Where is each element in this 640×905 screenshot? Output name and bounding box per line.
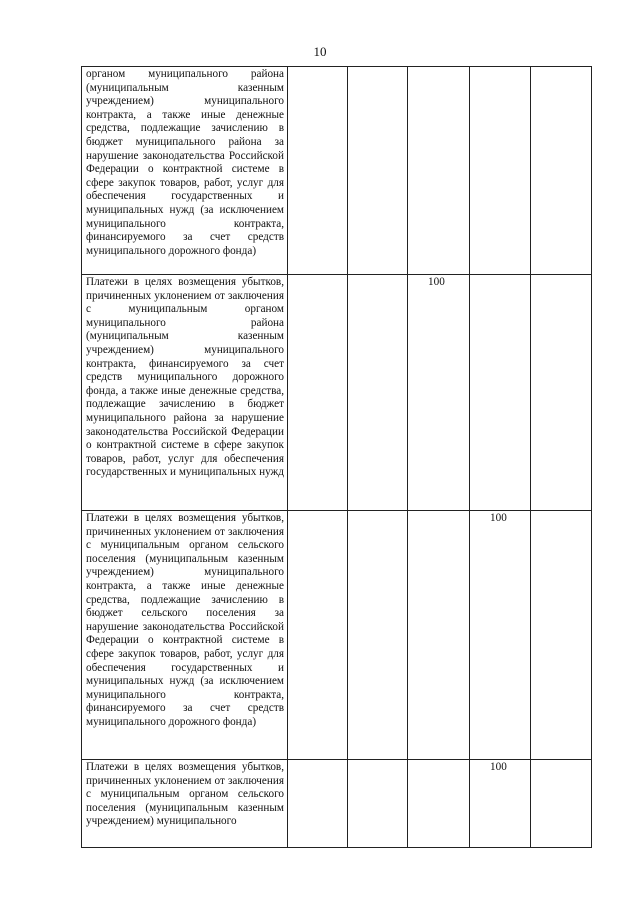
cell-value (348, 760, 407, 761)
value-cell (531, 275, 592, 511)
value-cell (470, 67, 531, 275)
value-cell (288, 275, 348, 511)
value-cell (408, 511, 470, 760)
cell-value (470, 67, 530, 68)
table-row (82, 67, 592, 275)
cell-value (348, 67, 407, 68)
value-cell (348, 760, 408, 848)
cell-value (288, 760, 347, 761)
cell-value: 100 (490, 761, 507, 773)
cell-value (531, 760, 591, 761)
cell-value: 100 (490, 512, 507, 524)
description-cell (82, 67, 288, 275)
cell-value (288, 67, 347, 68)
value-cell (288, 760, 348, 848)
cell-value: 100 (428, 276, 445, 288)
cell-value (408, 760, 469, 761)
table-row (82, 511, 592, 760)
page-number: 10 (313, 44, 327, 59)
value-cell (408, 67, 470, 275)
cell-value (531, 67, 591, 68)
cell-value (408, 67, 469, 68)
revenue-table (81, 66, 592, 848)
row-description: Платежи в целях возмещения убытков, причиненных уклонением от заключения с муниципальным органом сельского поселения (муниципальным казенным учреждением) муниципального (86, 761, 284, 828)
cell-value (348, 511, 407, 512)
value-cell (408, 275, 470, 511)
value-cell (348, 67, 408, 275)
description-cell (82, 760, 288, 848)
value-cell (531, 67, 592, 275)
value-cell (470, 760, 531, 848)
value-cell (288, 511, 348, 760)
description-cell (82, 511, 288, 760)
table-row (82, 760, 592, 848)
cell-value (470, 275, 530, 276)
value-cell (288, 67, 348, 275)
row-description: Платежи в целях возмещения убытков, причиненных уклонением от заключения с муниципальным органом сельского поселения (муниципальным казенным учреждением) муниципального контракта, а также иные денежные средства, подлежащие зачислению в бюджет сельского поселения за нарушение законодательства Российской Федерации о контрактной системе в сфере закупок товаров, работ, услуг для обеспечения государственных и муниципальных нужд (за исключением муниципального контракта, финансируемого за счет средств муниципального дорожного фонда) (86, 512, 284, 728)
cell-value (288, 511, 347, 512)
cell-value (531, 511, 591, 512)
cell-value (531, 275, 591, 276)
value-cell (408, 760, 470, 848)
value-cell (348, 275, 408, 511)
row-description: Платежи в целях возмещения убытков, причиненных уклонением от заключения с муниципальным органом муниципального района (муниципальным казенным учреждением) муниципального контракта, финансируемого за счет средств муниципального дорожного фонда, а также иные денежные средства, подлежащие зачислению в бюджет муниципального района за нарушение законодательства Российской Федерации о контрактной системе в сфере закупок товаров, работ, услуг для обеспечения государственных и муниципальных нужд (86, 276, 284, 479)
row-description: органом муниципального района (муниципальным казенным учреждением) муниципального контракта, а также иные денежные средства, подлежащие зачислению в бюджет муниципального района за нарушение законодательства Российской Федерации о контрактной системе в сфере закупок товаров, работ, услуг для обеспечения государственных и муниципальных нужд (за исключением муниципального контракта, финансируемого за счет средств муниципального дорожного фонда) (86, 68, 284, 257)
table-row (82, 275, 592, 511)
value-cell (531, 511, 592, 760)
value-cell (531, 760, 592, 848)
cell-value (348, 275, 407, 276)
cell-value (288, 275, 347, 276)
value-cell (470, 511, 531, 760)
description-cell (82, 275, 288, 511)
cell-value (408, 511, 469, 512)
value-cell (348, 511, 408, 760)
value-cell (470, 275, 531, 511)
